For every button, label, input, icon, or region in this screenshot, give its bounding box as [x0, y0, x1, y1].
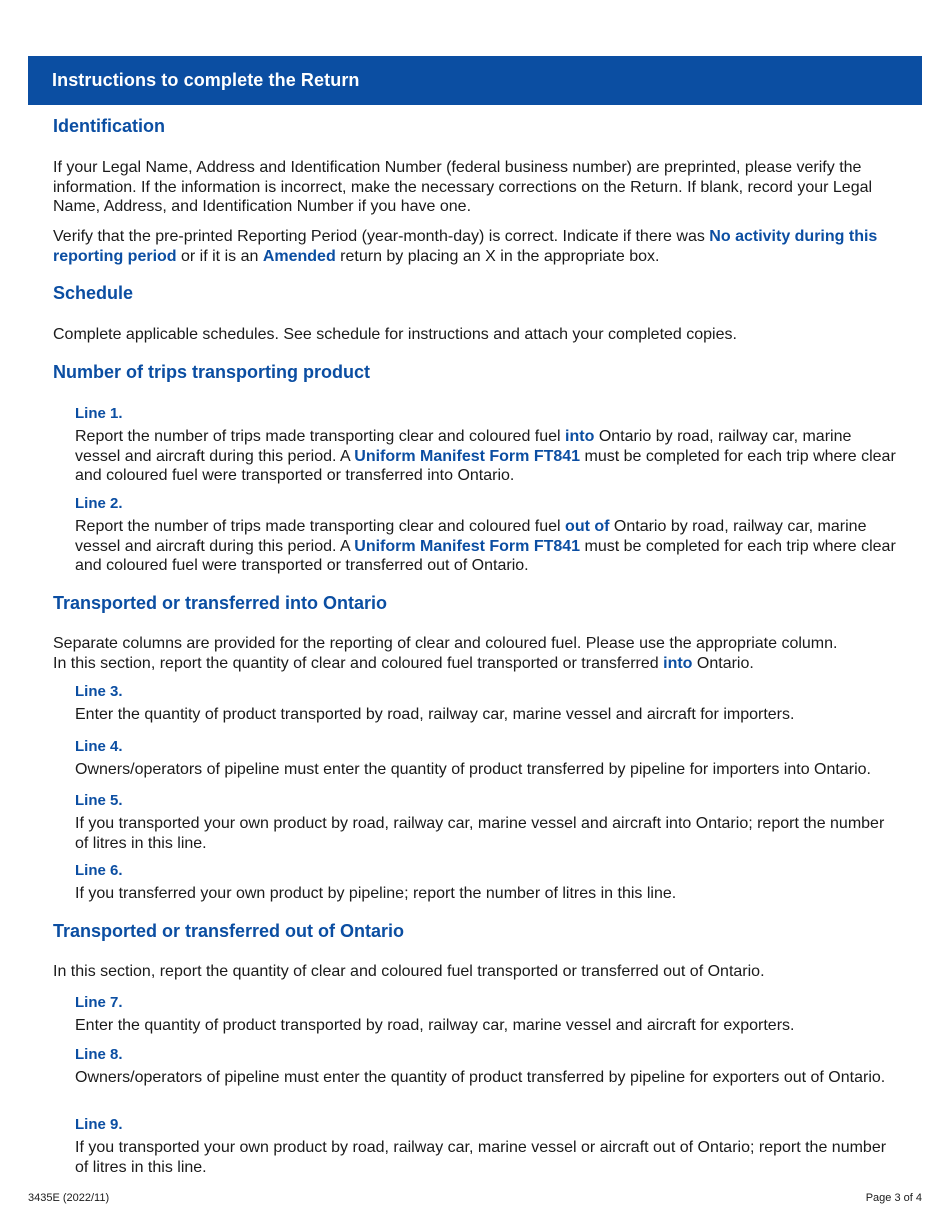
line-6-text: If you transferred your own product by pipeline; report the number of litres in this line.	[75, 885, 677, 902]
line-2-out-of-highlight: out of	[565, 518, 610, 535]
identification-p2-text-1: Verify that the pre-printed Reporting Period (year-month-day) is correct. Indicate if there was	[53, 228, 710, 245]
line-1-text-part-2: Ontario by road, railway car, marine vessel and aircraft during this period. A	[75, 428, 852, 465]
line-6-label: Line 6.	[75, 862, 123, 879]
line-2-text-part-2: Ontario by road, railway car, marine vessel and aircraft during this period. A	[75, 518, 867, 555]
out-of-ontario-intro: In this section, report the quantity of clear and coloured fuel transported or transferred out of Ontario.	[53, 963, 765, 980]
identification-p2-text-3: return by placing an X in the appropriate box.	[335, 247, 660, 265]
identification-p2-text-2: or if it is an	[176, 247, 263, 265]
form-identifier: 3435E (2022/11)	[28, 1192, 110, 1204]
line-7-text: Enter the quantity of product transported by road, railway car, marine vessel and aircraft for exporters.	[75, 1017, 795, 1034]
schedule-paragraph: Complete applicable schedules. See schedule for instructions and attach your completed copies.	[53, 326, 737, 343]
line-8-label: Line 8.	[75, 1046, 123, 1063]
line-3-label: Line 3.	[75, 683, 123, 700]
line-4-label: Line 4.	[75, 738, 123, 755]
into-ontario-heading: Transported or transferred into Ontario	[53, 593, 388, 613]
line-1-into-highlight: into	[565, 428, 595, 445]
line-9-label: Line 9.	[75, 1116, 123, 1133]
trips-heading: Number of trips transporting product	[53, 362, 370, 382]
page-title: Instructions to complete the Return	[52, 70, 360, 90]
identification-heading: Identification	[53, 116, 165, 136]
line-1-label: Line 1.	[75, 405, 123, 422]
into-ontario-intro-2-part-1: In this section, report the quantity of clear and coloured fuel transported or transferred	[53, 655, 664, 672]
line-5-text: If you transported your own product by road, railway car, marine vessel and aircraft into Ontario; report the number of litres in this line.	[75, 815, 885, 852]
line-2-manifest-highlight: Uniform Manifest Form FT841	[354, 537, 581, 555]
line-2-label: Line 2.	[75, 495, 123, 512]
line-2-text	[75, 517, 898, 576]
schedule-heading: Schedule	[53, 283, 134, 303]
into-ontario-intro-2	[53, 654, 898, 674]
identification-paragraph-1: If your Legal Name, Address and Identification Number (federal business number) are preprinted, please verify the information. If the information is incorrect, make the necessary corrections on the Return. If blank, record your Legal Name, Address, and Identification Number if you have one.	[53, 159, 873, 215]
line-8-text: Owners/operators of pipeline must enter the quantity of product transferred by pipeline for exporters out of Ontario.	[75, 1069, 886, 1086]
line-2-text-part-3: must be completed for each trip where clear and coloured fuel were transported or transferred out of Ontario.	[75, 537, 896, 574]
line-7-label: Line 7.	[75, 994, 123, 1011]
identification-paragraph-2	[53, 227, 898, 266]
out-of-ontario-heading: Transported or transferred out of Ontario	[53, 921, 405, 941]
line-1-text-part-1: Report the number of trips made transporting clear and coloured fuel	[75, 428, 566, 445]
line-1-text-part-3: must be completed for each trip where clear and coloured fuel were transported or transferred into Ontario.	[75, 447, 896, 484]
line-9-text: If you transported your own product by road, railway car, marine vessel or aircraft out of Ontario; report the number of litres in this line.	[75, 1139, 887, 1176]
no-activity-highlight: No activity during this reporting period	[53, 228, 878, 265]
instructions-banner	[28, 56, 922, 105]
page-number: Page 3 of 4	[865, 1192, 922, 1204]
line-1-manifest-highlight: Uniform Manifest Form FT841	[354, 447, 581, 465]
line-1-text	[75, 427, 898, 486]
into-ontario-into-highlight: into	[663, 655, 693, 672]
into-ontario-intro-2-part-2: Ontario.	[692, 655, 754, 672]
into-ontario-intro-1: Separate columns are provided for the reporting of clear and coloured fuel. Please use the appropriate column.	[53, 635, 838, 652]
line-4-text: Owners/operators of pipeline must enter the quantity of product transferred by pipeline for importers into Ontario.	[75, 761, 871, 778]
amended-highlight: Amended	[262, 247, 336, 265]
line-3-text: Enter the quantity of product transported by road, railway car, marine vessel and aircraft for importers.	[75, 706, 795, 723]
line-2-text-part-1: Report the number of trips made transporting clear and coloured fuel	[75, 518, 566, 535]
line-5-label: Line 5.	[75, 792, 123, 809]
